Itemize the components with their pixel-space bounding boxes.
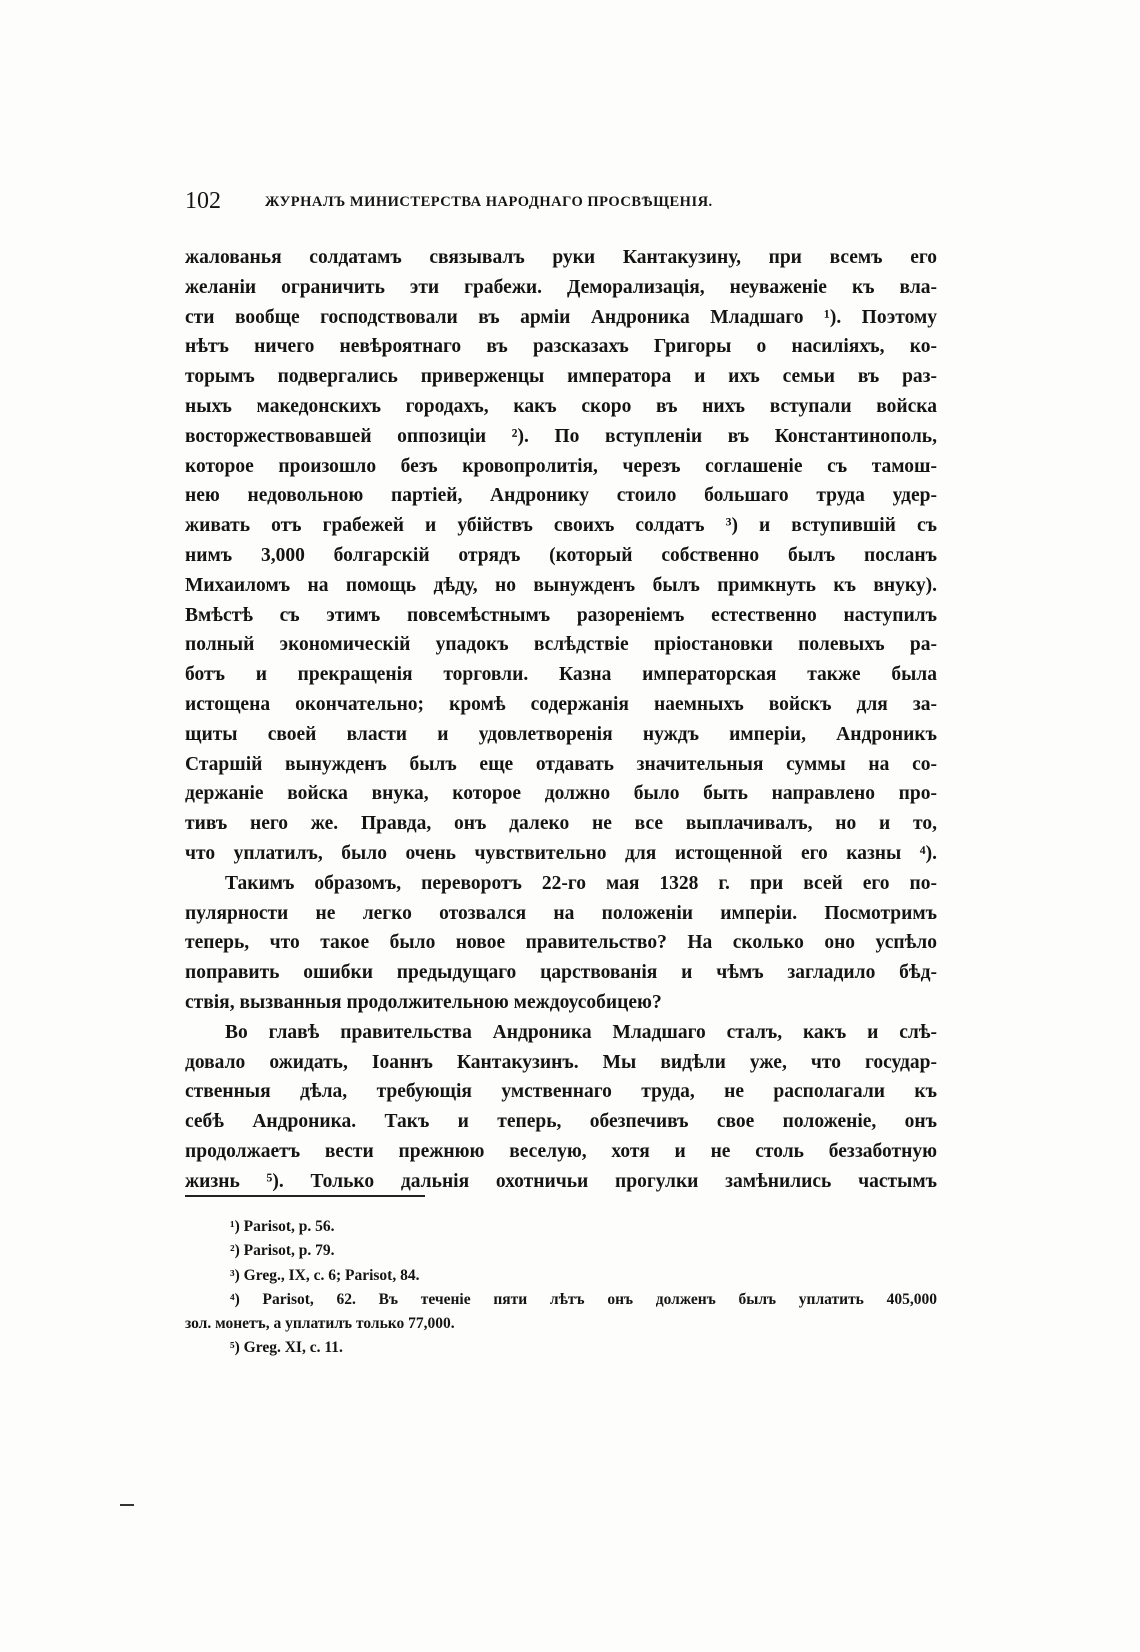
footnote: ⁴) Parisot, 62. Въ теченіе пяти лѣтъ онъ долженъ былъ уплатить 405,000 (230, 1290, 937, 1308)
text-line: торымъ подвергались приверженцы императора и ихъ семьи въ раз- (185, 366, 937, 388)
body-text (185, 243, 937, 1197)
text-line: полный экономическій упадокъ вслѣдствіе пріостановки полевыхъ ра- (185, 634, 937, 656)
text-line: нѣтъ ничего невѣроятнаго въ разсказахъ Григоры о насиліяхъ, ко- (185, 336, 937, 358)
text-line: нимъ 3,000 болгарскій отрядъ (который собственно былъ посланъ (185, 544, 937, 566)
footnote-continuation: зол. монетъ, а уплатилъ только 77,000. (185, 1315, 455, 1333)
text-line: что уплатилъ, было очень чувствительно для истощенной его казны ⁴). (185, 842, 937, 864)
text-line: себѣ Андроника. Такъ и теперь, обезпечивъ свое положеніе, онъ (185, 1111, 937, 1133)
footnote: ²) Parisot, p. 79. (230, 1242, 335, 1260)
text-line: довало ожидать, Іоаннъ Кантакузинъ. Мы видѣли уже, что государ- (185, 1051, 937, 1073)
text-line: истощена окончательно; кромѣ содержанія наемныхъ войскъ для за- (185, 693, 937, 715)
page-header (185, 186, 940, 216)
running-title: ЖУРНАЛЪ МИНИСТЕРСТВА НАРОДНАГО ПРОСВѢЩЕНІЯ. (265, 194, 713, 210)
text-line: Вмѣстѣ съ этимъ повсемѣстнымъ разореніемъ естественно наступилъ (185, 604, 937, 626)
text-line: жалованья солдатамъ связывалъ руки Кантакузину, при всемъ его (185, 247, 937, 268)
text-line: щиты своей власти и удовлетворенія нуждъ имперіи, Андроникъ (185, 723, 937, 745)
footnote: ³) Greg., IX, c. 6; Parisot, 84. (230, 1266, 420, 1284)
text-line: тивъ него же. Правда, онъ далеко не все выплачивалъ, но и то, (185, 813, 937, 835)
text-line: жизнь ⁵). Только дальнія охотничьи прогулки замѣнились частымъ (185, 1170, 937, 1192)
page-number: 102 (185, 188, 221, 214)
text-line: теперь, что такое было новое правительство? На сколько оно успѣло (185, 932, 937, 954)
text-line: ственныя дѣла, требующія умственнаго труда, не располагали къ (185, 1081, 937, 1103)
text-line: продолжаетъ вести прежнюю веселую, хотя и не столь беззаботную (185, 1140, 937, 1162)
text-line: пулярности не легко отозвался на положеніи имперіи. Посмотримъ (185, 902, 937, 924)
footnote-divider (185, 1195, 425, 1197)
text-line: живать отъ грабежей и убійствъ своихъ солдатъ ³) и вступившій съ (185, 515, 937, 537)
text-line: держаніе войска внука, которое должно было быть направлено про- (185, 783, 937, 805)
text-line: Такимъ образомъ, переворотъ 22-го мая 1328 г. при всей его по- (225, 872, 937, 894)
text-line: сти вообще господствовали въ арміи Андроника Младшаго ¹). Поэтому (185, 306, 937, 328)
text-line: которое произошло безъ кровопролитія, черезъ соглашеніе съ тамош- (185, 455, 937, 477)
text-line: Во главѣ правительства Андроника Младшаго сталъ, какъ и слѣ- (225, 1021, 937, 1043)
footnote: ⁵) Greg. XI, c. 11. (230, 1339, 343, 1357)
text-line: Михаиломъ на помощь дѣду, но вынужденъ былъ примкнуть къ внуку). (185, 574, 937, 596)
text-line: ствія, вызванныя продолжительною междоусобицею? (185, 991, 662, 1013)
text-line: ныхъ македонскихъ городахъ, какъ скоро въ нихъ вступали войска (185, 395, 937, 417)
text-line: желаніи ограничить эти грабежи. Деморализація, неуваженіе къ вла- (185, 276, 937, 298)
text-line: ботъ и прекращенія торговли. Казна императорская также была (185, 664, 937, 686)
text-line: восторжествовавшей оппозиціи ²). По вступленіи въ Константинополь, (185, 425, 937, 447)
footnote: ¹) Parisot, p. 56. (230, 1218, 335, 1235)
text-line: нею недовольною партіей, Андронику стоило большаго труда удер- (185, 485, 937, 507)
text-line: поправить ошибки предыдущаго царствованія и чѣмъ загладило бѣд- (185, 962, 937, 984)
margin-mark (120, 1504, 134, 1506)
text-line: Старшій вынужденъ былъ еще отдавать значительныя суммы на со- (185, 753, 937, 775)
footnotes (185, 1215, 937, 1361)
